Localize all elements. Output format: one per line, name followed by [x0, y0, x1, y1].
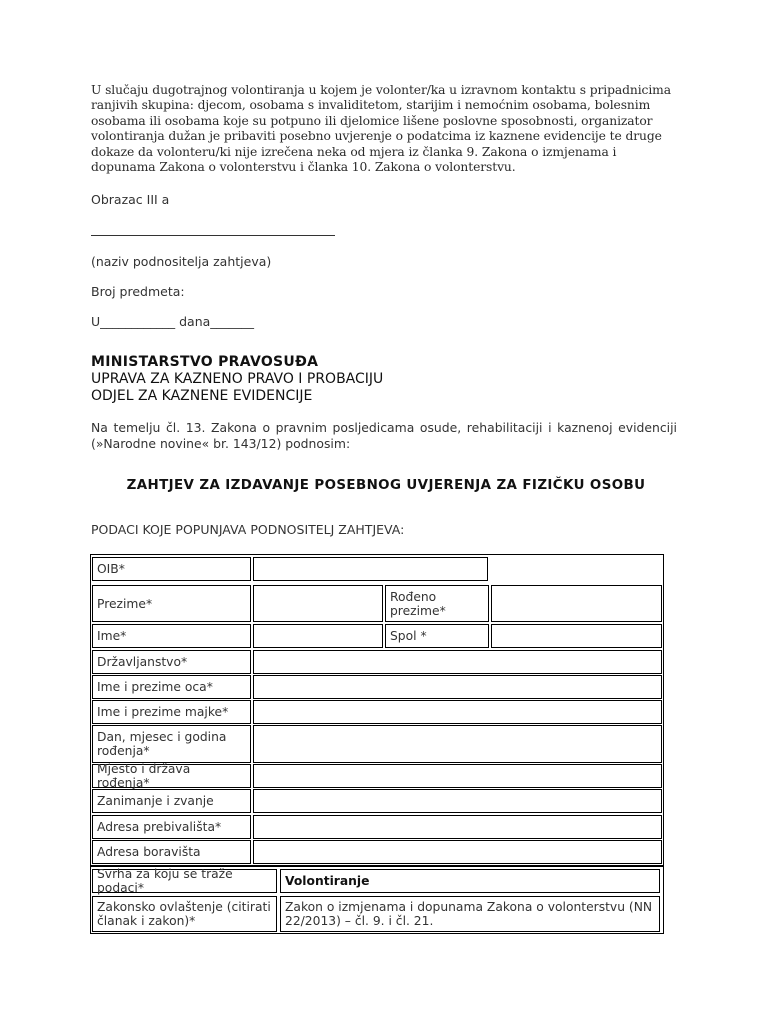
first-name-field[interactable]: [253, 624, 383, 648]
birth-place-label: Mjesto i država rođenja*: [92, 764, 251, 788]
birth-date-label: Dan, mjesec i godina rođenja*: [92, 725, 251, 763]
father-name-label: Ime i prezime oca*: [92, 675, 251, 699]
place-date-label: U____________ dana_______: [91, 314, 255, 329]
purpose-label: Svrha za koju se traže podaci*: [92, 869, 277, 893]
section-heading: PODACI KOJE POPUNJAVA PODNOSITELJ ZAHTJEVA:: [91, 522, 405, 537]
applicant-caption: (naziv podnositelja zahtjeva): [91, 254, 272, 269]
surname-field[interactable]: [253, 585, 383, 622]
citizenship-label: Državljanstvo*: [92, 650, 251, 674]
form-label: Obrazac III a: [91, 192, 170, 207]
birth-date-field[interactable]: [253, 725, 662, 763]
ministry-name: MINISTARSTVO PRAVOSUĐA: [91, 354, 319, 370]
first-name-label: Ime*: [92, 624, 251, 648]
occupation-field[interactable]: [253, 789, 662, 813]
stay-address-field[interactable]: [253, 840, 662, 864]
birth-surname-field[interactable]: [491, 585, 662, 622]
residence-field[interactable]: [253, 815, 662, 839]
ministry-department: ODJEL ZA KAZNENE EVIDENCIJE: [91, 388, 313, 404]
oib-field[interactable]: [253, 557, 488, 581]
citizenship-field[interactable]: [253, 650, 662, 674]
surname-label: Prezime*: [92, 585, 251, 622]
applicant-name-line[interactable]: [91, 235, 335, 236]
birth-place-field[interactable]: [253, 764, 662, 788]
oib-label: OIB*: [92, 557, 251, 581]
ministry-block: [91, 354, 383, 405]
occupation-label: Zanimanje i zvanje: [92, 789, 251, 813]
authority-label: Zakonsko ovlaštenje (citirati članak i zakon)*: [92, 896, 277, 932]
purpose-value: Volontiranje: [280, 869, 660, 893]
ministry-directorate: UPRAVA ZA KAZNENO PRAVO I PROBACIJU: [91, 371, 384, 387]
intro-paragraph: U slučaju dugotrajnog volontiranja u kojem je volonter/ka u izravnom kontaktu s pripadnicima ranjivih skupina: djecom, osobama s invaliditetom, starijim i nemoćnim osobama, bolesnim osobama ili osobama koje su potpuno ili djelomice lišene poslovne sposobnosti, organizator volontiranja dužan je pribaviti posebno uvjerenje o podatcima iz kaznene evidencije te druge dokaze da volonteru/ki nije izrečena neka od mjera iz članka 9. Zakona o izmjenama i dopunama Zakona o volonterstvu i članka 10. Zakona o volonterstvu.: [91, 83, 671, 175]
document-title: ZAHTJEV ZA IZDAVANJE POSEBNOG UVJERENJA ZA FIZIČKU OSOBU: [126, 478, 646, 493]
sex-label: Spol *: [385, 624, 489, 648]
case-number-label: Broj predmeta:: [91, 284, 185, 299]
father-name-field[interactable]: [253, 675, 662, 699]
sex-field[interactable]: [491, 624, 662, 648]
birth-surname-label: Rođeno prezime*: [385, 585, 489, 622]
legal-basis: Na temelju čl. 13. Zakona o pravnim posljedicama osude, rehabilitaciji i kaznenoj evidenciji (»Narodne novine« br. 143/12) podnosim:: [91, 420, 677, 451]
authority-value: Zakon o izmjenama i dopunama Zakona o volonterstvu (NN 22/2013) – čl. 9. i čl. 21.: [280, 896, 660, 932]
mother-name-label: Ime i prezime majke*: [92, 700, 251, 724]
residence-label: Adresa prebivališta*: [92, 815, 251, 839]
stay-address-label: Adresa boravišta: [92, 840, 251, 864]
mother-name-field[interactable]: [253, 700, 662, 724]
